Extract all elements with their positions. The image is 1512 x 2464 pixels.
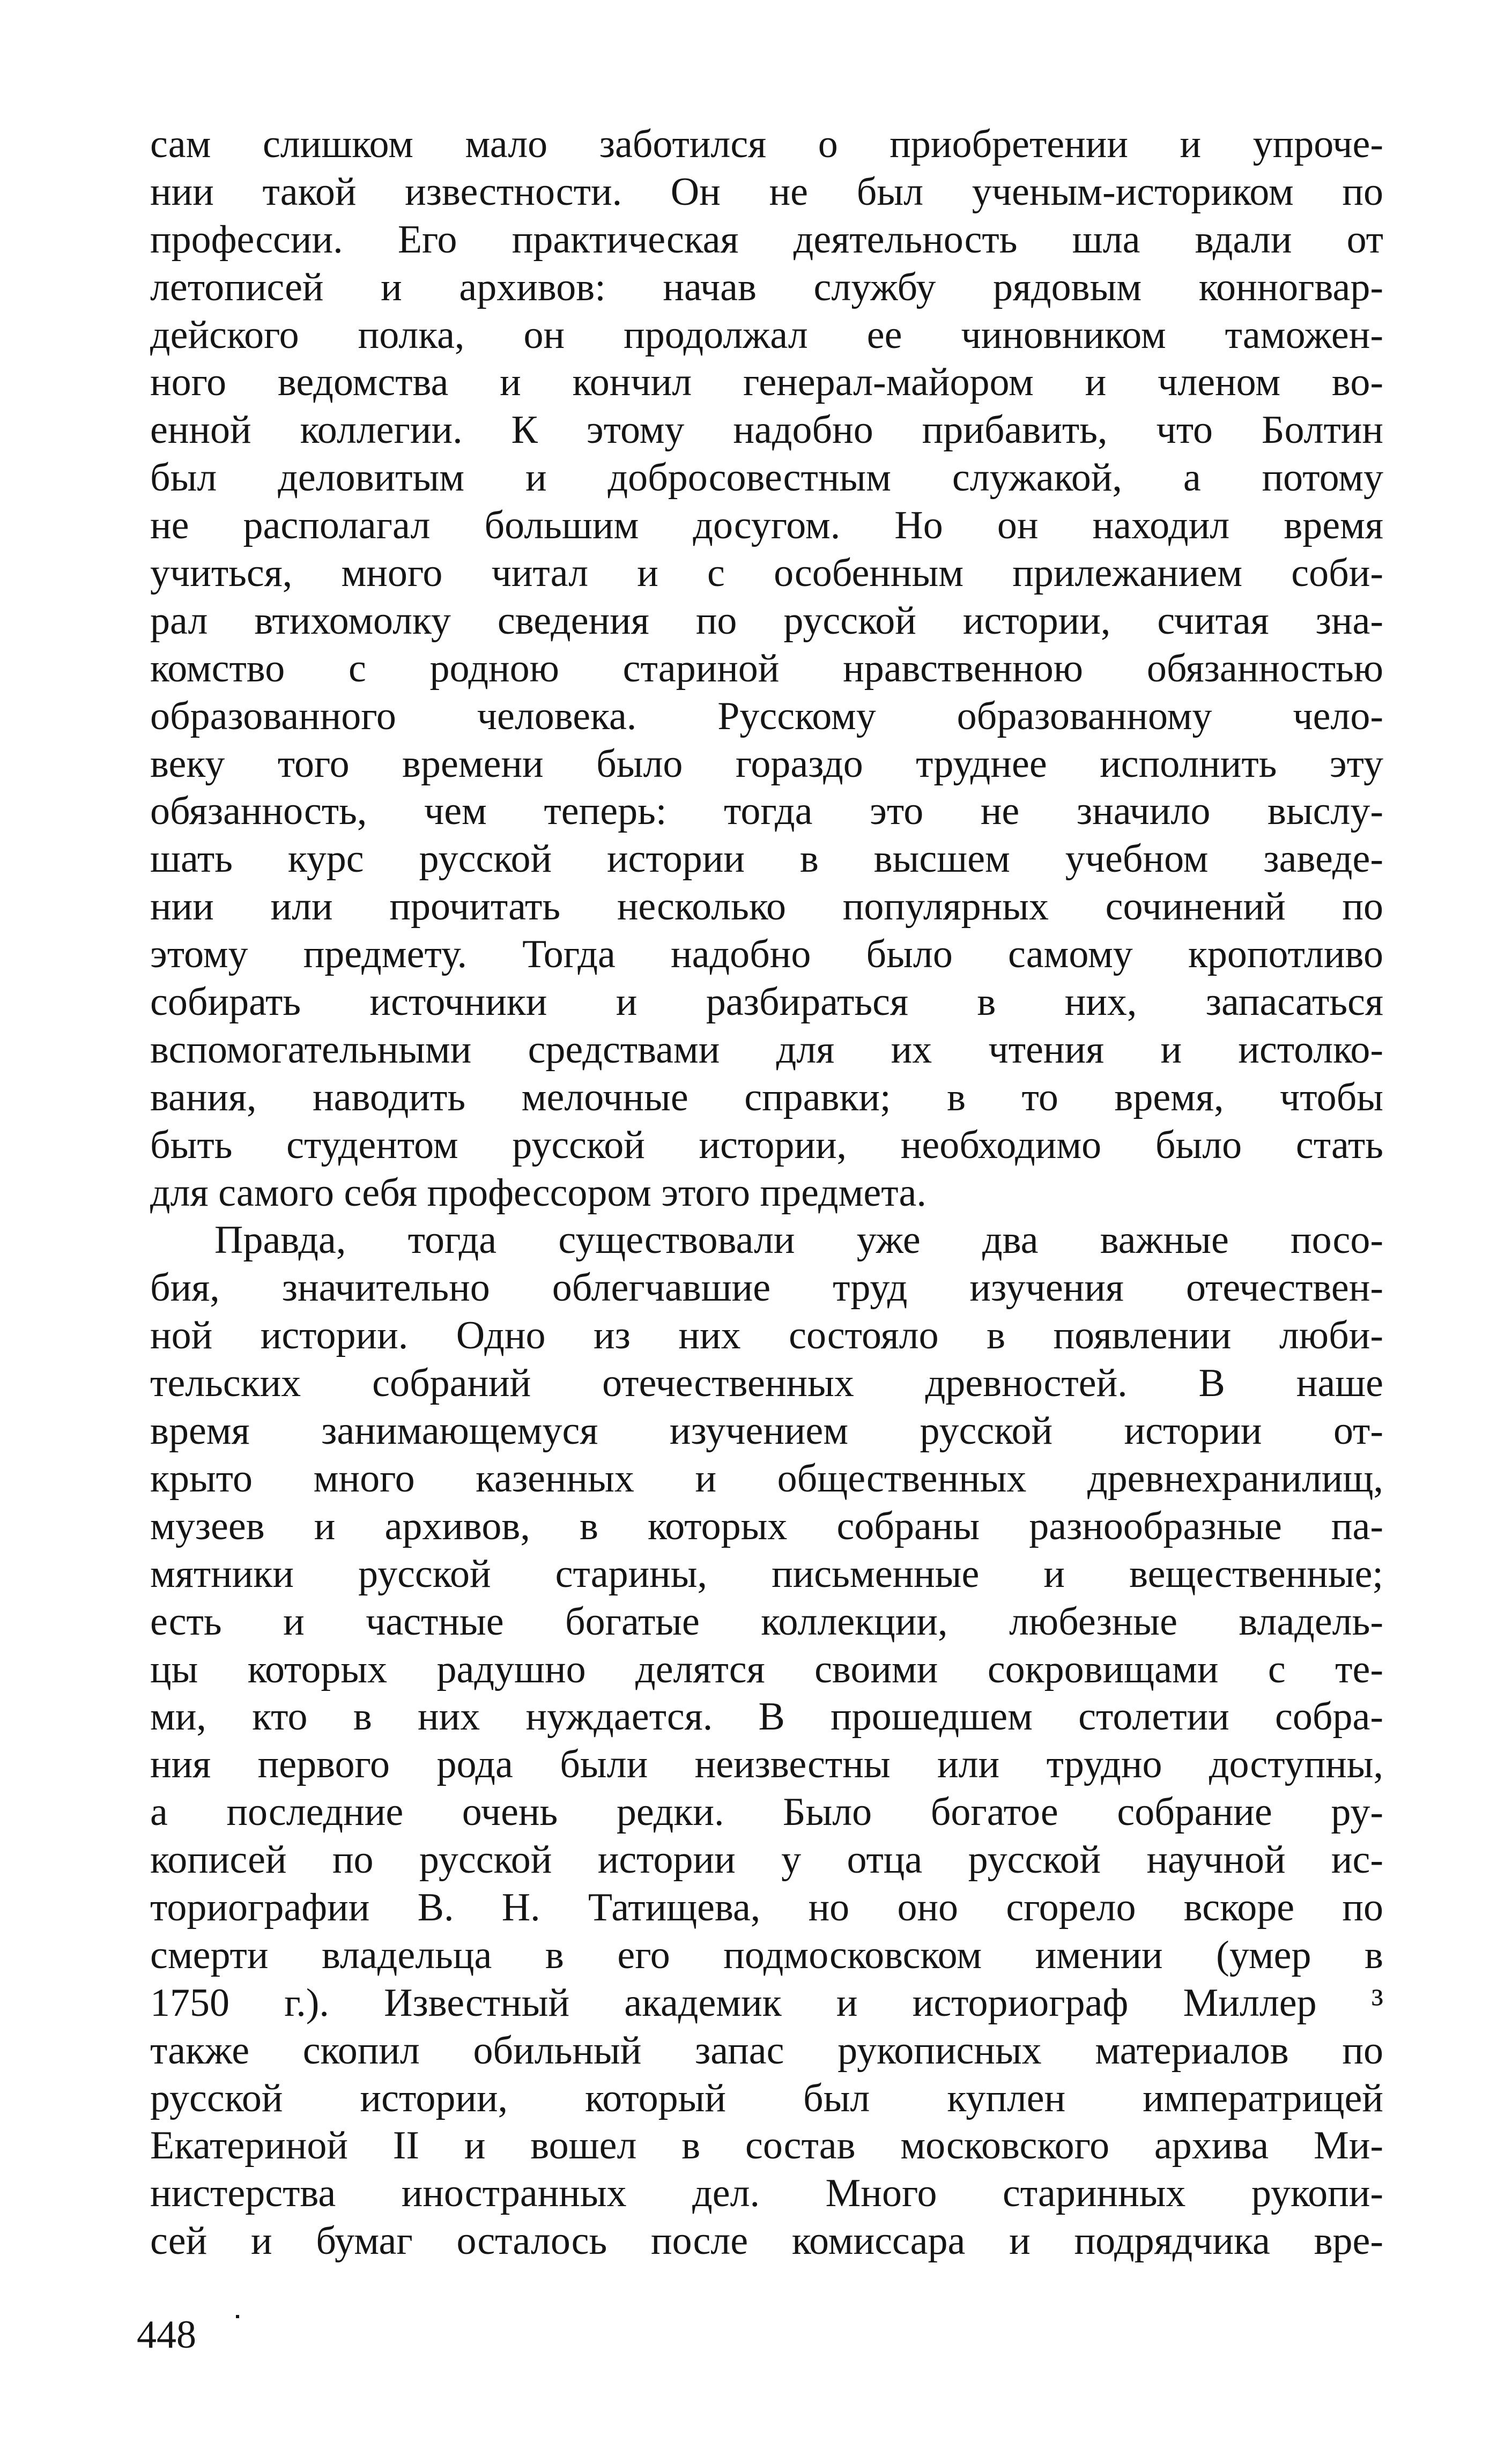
text-line: комство с родною стариной нравственною обязанностью: [150, 646, 1383, 691]
text-line: учиться, много читал и с особенным прилежанием соби-: [150, 551, 1383, 596]
paragraph: [150, 1216, 1383, 2265]
text-line: крыто много казенных и общественных древнехранилищ,: [150, 1456, 1383, 1501]
text-line: смерти владельца в его подмосковском имении (умер в: [150, 1933, 1383, 1977]
text-line: образованного человека. Русскому образованному чело-: [150, 694, 1383, 738]
text-line: ния первого рода были неизвестны или трудно доступны,: [150, 1742, 1383, 1787]
text-line: 1750 г.). Известный академик и историограф Миллер ³: [150, 1980, 1383, 2025]
print-mark: [236, 2315, 239, 2318]
text-line: а последние очень редки. Было богатое собрание ру-: [150, 1790, 1383, 1835]
text-line: рал втихомолку сведения по русской истории, считая зна-: [150, 598, 1383, 643]
text-line: быть студентом русской истории, необходимо было стать: [150, 1123, 1383, 1167]
text-line: енной коллегии. К этому надобно прибавить, что Болтин: [150, 408, 1383, 452]
text-line: Екатериной II и вошел в состав московского архива Ми-: [150, 2124, 1383, 2168]
text-line: музеев и архивов, в которых собраны разнообразные па-: [150, 1504, 1383, 1548]
text-line: этому предмету. Тогда надобно было самому кропотливо: [150, 932, 1383, 977]
text-line: летописей и архивов: начав службу рядовым конногвар-: [150, 265, 1383, 309]
text-line: также скопил обильный запас рукописных материалов по: [150, 2028, 1383, 2073]
text-line: вания, наводить мелочные справки; в то время, чтобы: [150, 1075, 1383, 1119]
page-number: 448: [137, 2313, 196, 2357]
text-line: шать курс русской истории в высшем учебном заведе-: [150, 837, 1383, 881]
text-line: был деловитым и добросовестным служакой, а потому: [150, 456, 1383, 500]
text-line: вспомогательными средствами для их чтения и истолко-: [150, 1027, 1383, 1072]
text-line: нистерства иностранных дел. Много старинных рукопи-: [150, 2171, 1383, 2216]
text-line: Правда, тогда существовали уже два важные посо-: [214, 1218, 1383, 1263]
text-line: не располагал большим досугом. Но он находил время: [150, 503, 1383, 548]
text-line: тельских собраний отечественных древностей. В наше: [150, 1361, 1383, 1406]
text-line: обязанность, чем теперь: тогда это не значило выслу-: [150, 789, 1383, 834]
text-line: собирать источники и разбираться в них, запасаться: [150, 980, 1383, 1025]
text-line: сам слишком мало заботился о приобретении и упроче-: [150, 122, 1383, 166]
text-line: есть и частные богатые коллекции, любезные владель-: [150, 1599, 1383, 1644]
text-line: кописей по русской истории у отца русской научной ис-: [150, 1838, 1383, 1882]
text-line: веку того времени было гораздо труднее исполнить эту: [150, 741, 1383, 786]
text-line: бия, значительно облегчавшие труд изучения отечествен-: [150, 1266, 1383, 1310]
text-line: для самого себя профессором этого предмета.: [150, 1170, 927, 1215]
text-line: ной истории. Одно из них состояло в появлении люби-: [150, 1313, 1383, 1358]
text-line: сей и бумаг осталось после комиссара и подрядчика вре-: [150, 2219, 1383, 2263]
text-line: нии такой известности. Он не был ученым-историком по: [150, 169, 1383, 214]
text-line: время занимающемуся изучением русской истории от-: [150, 1409, 1383, 1453]
body-text: [150, 121, 1383, 2265]
text-line: мятники русской старины, письменные и вещественные;: [150, 1552, 1383, 1596]
text-line: дейского полка, он продолжал ее чиновником таможен-: [150, 313, 1383, 357]
text-line: русской истории, который был куплен императрицей: [150, 2076, 1383, 2120]
paragraph: [150, 121, 1383, 1216]
text-line: профессии. Его практическая деятельность шла вдали от: [150, 217, 1383, 262]
text-line: ториографии В. Н. Татищева, но оно сгорело вскоре по: [150, 1885, 1383, 1929]
text-line: ного ведомства и кончил генерал-майором и членом во-: [150, 360, 1383, 405]
text-line: ми, кто в них нуждается. В прошедшем столетии собра-: [150, 1695, 1383, 1739]
text-line: цы которых радушно делятся своими сокровищами с те-: [150, 1647, 1383, 1691]
text-line: нии или прочитать несколько популярных сочинений по: [150, 885, 1383, 929]
